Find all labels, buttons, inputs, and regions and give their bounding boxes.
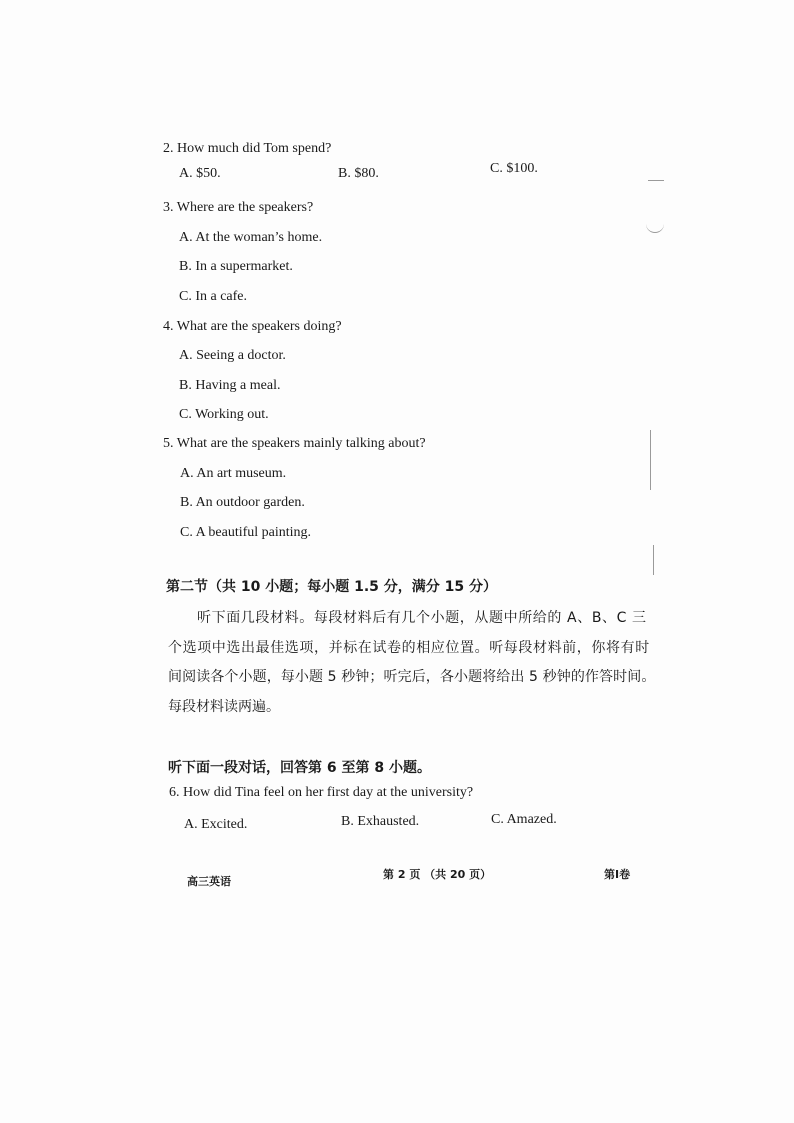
- scan-mark: [648, 430, 651, 490]
- question-6-stem: 6. How did Tina feel on her first day at the university?: [169, 785, 474, 800]
- footer-subject: 高三英语: [187, 875, 231, 888]
- section-2-heading: 第二节（共 10 小题；每小题 1.5 分，满分 15 分）: [166, 579, 498, 595]
- question-4-option-c: C. Working out.: [179, 407, 269, 422]
- question-2-option-c: C. $100.: [490, 161, 538, 176]
- scan-mark: [651, 545, 654, 575]
- footer-page-number: 第 2 页 （共 20 页）: [383, 868, 492, 881]
- question-6-option-a: A. Excited.: [184, 817, 248, 832]
- question-5-option-b: B. An outdoor garden.: [180, 495, 305, 510]
- question-4-option-b: B. Having a meal.: [179, 378, 281, 393]
- instruction-line-1: 听下面几段材料。每段材料后有几个小题，从题中所给的 A、B、C 三: [197, 610, 647, 626]
- question-2-stem: 2. How much did Tom spend?: [163, 141, 332, 156]
- instruction-line-4: 每段材料读两遍。: [168, 699, 280, 715]
- question-3-option-c: C. In a cafe.: [179, 289, 248, 304]
- question-5-stem: 5. What are the speakers mainly talking about?: [163, 436, 426, 451]
- instruction-line-2: 个选项中选出最佳选项，并标在试卷的相应位置。听每段材料前，你将有时: [168, 640, 650, 656]
- scan-mark: [648, 180, 664, 181]
- question-6-option-b: B. Exhausted.: [341, 814, 420, 829]
- question-2-option-a: A. $50.: [179, 166, 221, 181]
- question-4-stem: 4. What are the speakers doing?: [163, 319, 342, 334]
- scan-mark: [646, 222, 664, 233]
- question-3-option-b: B. In a supermarket.: [179, 259, 293, 274]
- question-2-option-b: B. $80.: [338, 166, 379, 181]
- question-5-option-c: C. A beautiful painting.: [180, 525, 312, 540]
- dialog-intro: 听下面一段对话，回答第 6 至第 8 小题。: [168, 760, 431, 776]
- instruction-line-3: 间阅读各个小题，每小题 5 秒钟；听完后，各小题将给出 5 秒钟的作答时间。: [168, 669, 656, 685]
- footer-volume: 第I卷: [604, 868, 631, 881]
- question-3-stem: 3. Where are the speakers?: [163, 200, 314, 215]
- question-6-option-c: C. Amazed.: [491, 812, 557, 827]
- question-3-option-a: A. At the woman’s home.: [179, 230, 323, 245]
- question-4-option-a: A. Seeing a doctor.: [179, 348, 286, 363]
- question-5-option-a: A. An art museum.: [180, 466, 287, 481]
